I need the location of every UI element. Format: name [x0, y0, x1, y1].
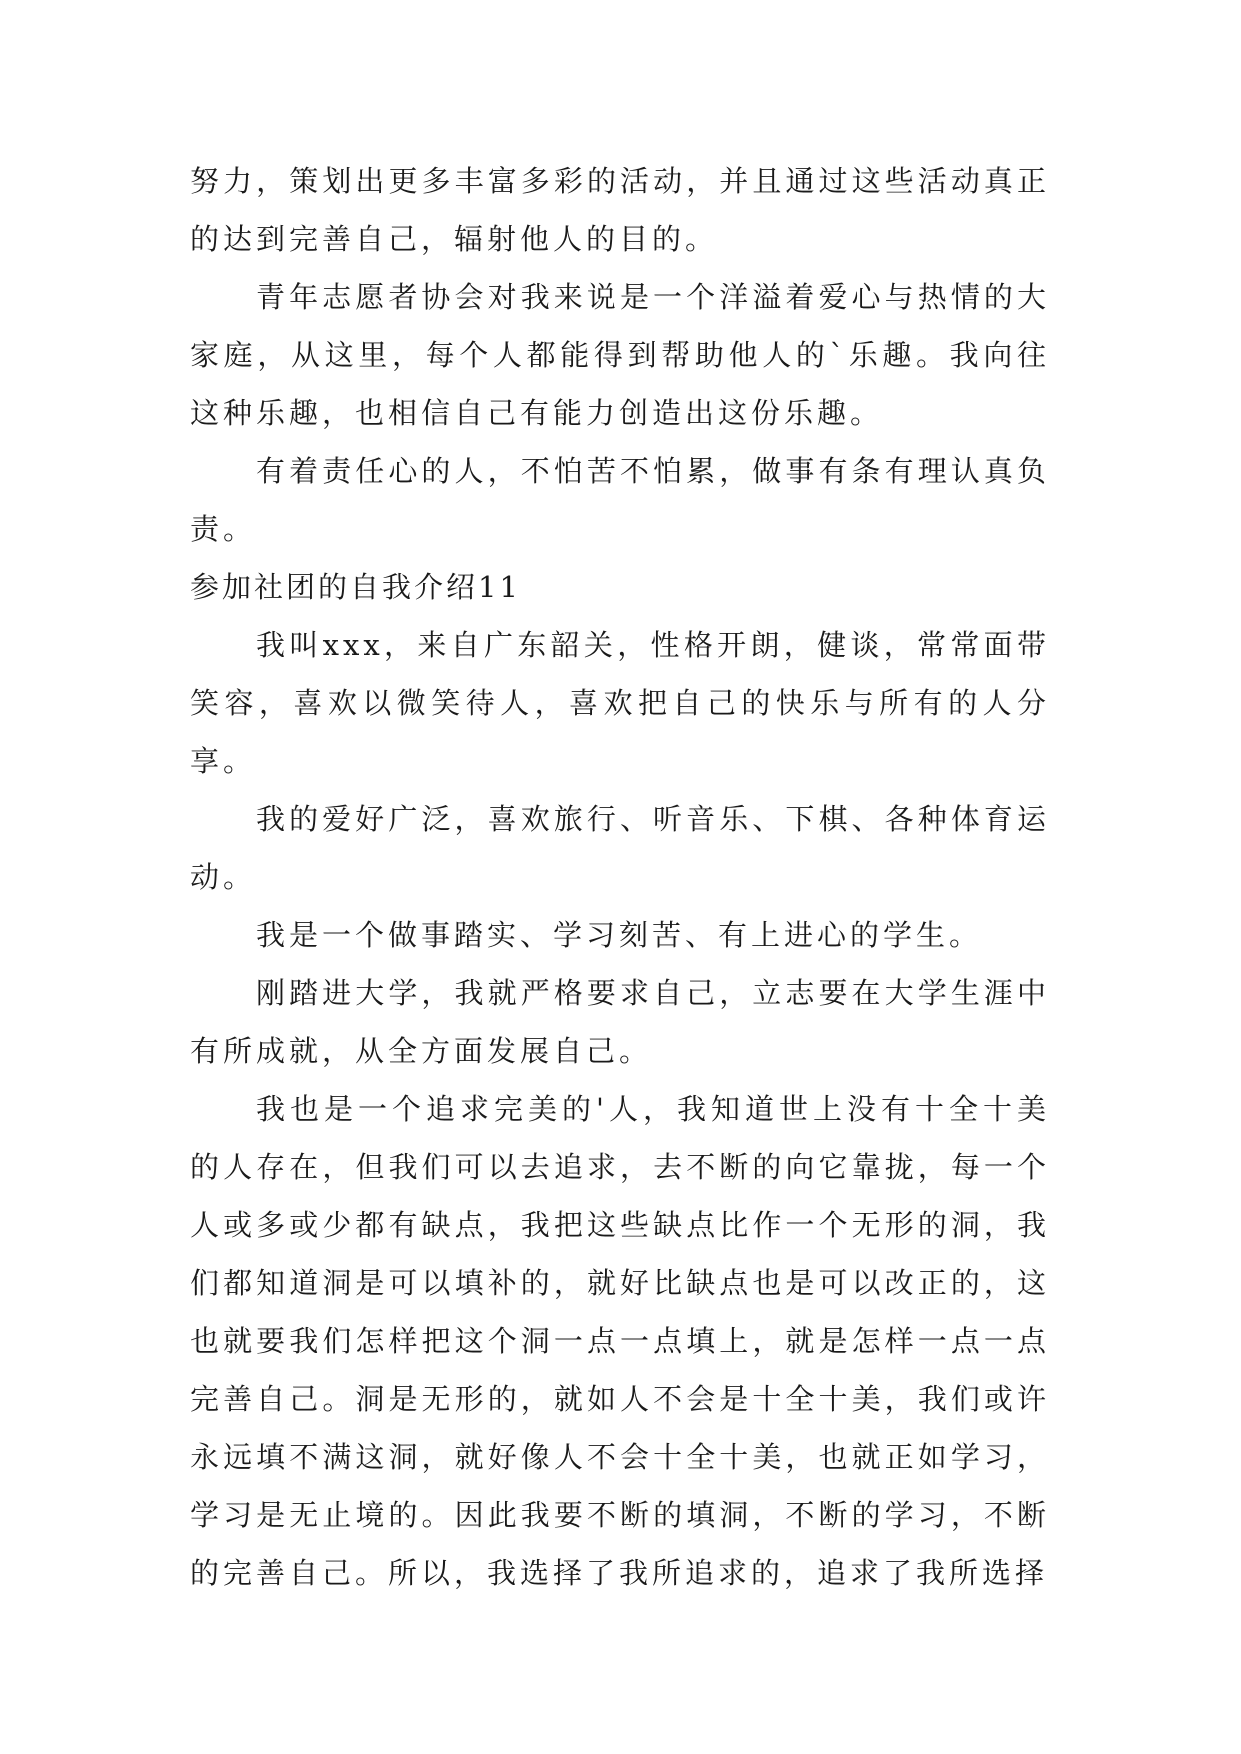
paragraph: 我也是一个追求完美的'人，我知道世上没有十全十美的人存在，但我们可以去追求，去不断的向它靠拢，每一个人或多或少都有缺点，我把这些缺点比作一个无形的洞，我们都知道洞是可以填补的，就好比缺点也是可以改正的，这也就要我们怎样把这个洞一点一点填上，就是怎样一点一点完善自己。洞是无形的，就如人不会是十全十美，我们或许永远填不满这洞，就好像人不会十全十美，也就正如学习，学习是无止境的。因此我要不断的填洞，不断的学习，不断的完善自己。所以，我选择了我所追求的，追求了我所选择 — [190, 1092, 1050, 1590]
paragraph: 有着责任心的人，不怕苦不怕累，做事有条有理认真负责。 — [190, 454, 1050, 546]
document-page — [190, 152, 1050, 1602]
paragraph: 刚踏进大学，我就严格要求自己，立志要在大学生涯中有所成就，从全方面发展自己。 — [190, 976, 1050, 1068]
paragraph: 青年志愿者协会对我来说是一个洋溢着爱心与热情的大家庭，从这里，每个人都能得到帮助他人的`乐趣。我向往这种乐趣，也相信自己有能力创造出这份乐趣。 — [190, 280, 1050, 430]
section-title: 参加社团的自我介绍11 — [190, 570, 521, 604]
paragraph: 我叫xxx，来自广东韶关，性格开朗，健谈，常常面带笑容，喜欢以微笑待人，喜欢把自己的快乐与所有的人分享。 — [190, 628, 1050, 778]
paragraph: 努力，策划出更多丰富多彩的活动，并且通过这些活动真正的达到完善自己，辐射他人的目的。 — [190, 164, 1050, 256]
paragraph: 我是一个做事踏实、学习刻苦、有上进心的学生。 — [256, 918, 983, 952]
paragraph: 我的爱好广泛，喜欢旅行、听音乐、下棋、各种体育运动。 — [190, 802, 1050, 894]
